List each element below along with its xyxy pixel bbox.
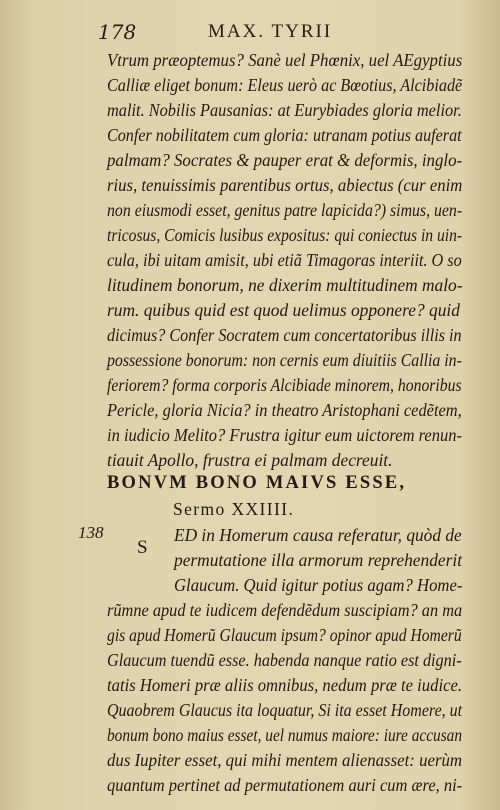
text-line: rum. quibus quid est quod uelimus opponere? quid <box>107 300 460 320</box>
text-line: Confer nobilitatem cum gloria: utranam potius auferat <box>107 125 462 145</box>
page-header <box>98 20 458 44</box>
text-line: cula, ibi uitam amisit, ubi etiã Timagoras interiit. O so <box>107 250 462 270</box>
text-line: tricosus, Comicis lusibus expositus: qui coniectus in uin- <box>107 225 463 245</box>
text-line: Quaobrem Glaucus ita loquatur, Si ita esset Homere, ut <box>107 700 463 720</box>
section-subtitle: Sermo XXIIII. <box>173 499 295 519</box>
running-head: MAX. TYRII <box>208 21 333 42</box>
text-line: tiauit Apollo, frustra ei palmam decreuit. <box>107 450 393 470</box>
text-line: dicimus? Confer Socratem cum concertatoribus illis in <box>107 325 462 345</box>
text-line: rũmne apud te iudicem defendẽdum suscipiam? an ma <box>107 600 463 620</box>
drop-cap: S <box>137 537 148 558</box>
text-line: gis apud Homerũ Glaucum ipsum? opinor apud Homerũ <box>107 625 462 645</box>
margin-page-number: 138 <box>78 523 104 542</box>
text-line: possessione bonorum: non cernis eum diuitiis Callia in- <box>107 350 462 370</box>
text-line: litudinem bonorum, ne dixerim multitudinem malo- <box>107 275 463 295</box>
text-line: bonum bono maius esset, uel numus maiore: iure accusan <box>107 725 463 745</box>
text-line: permutatione illa armorum reprehenderit <box>174 550 463 570</box>
text-line: in iudicio Melito? Frustra igitur eum uictorem renun- <box>107 425 463 445</box>
text-line: Pericle, gloria Nicia? in theatro Aristophani cedẽtem, <box>107 400 462 420</box>
text-line: Glaucum tuendũ esse. habenda nanque ratio est digni- <box>107 650 462 670</box>
text-line: feriorem? forma corporis Alcibiade minorem, honoribus <box>107 375 462 395</box>
section-title: BONVM BONO MAIVS ESSE, <box>107 473 407 493</box>
text-line: quantum pertinet ad permutationem auri cum ære, ni- <box>107 775 463 795</box>
text-line: Vtrum præoptemus? Sanè uel Phœnix, uel AEgyptius <box>107 50 463 70</box>
text-line: rius, tenuissimis parentibus ortus, abiectus (cur enim <box>107 175 463 195</box>
text-line: ED in Homerum causa referatur, quòd de <box>174 525 462 545</box>
text-line: non eiusmodi esset, genitus patre lapicida?) simus, uen- <box>107 200 463 220</box>
text-line: dus Iupiter esset, qui mihi mentem alienasset: uerùm <box>107 750 463 770</box>
text-line: palmam? Socrates & pauper erat & deformis, inglo- <box>107 150 463 170</box>
text-line: Glaucum. Quid igitur potius agam? Home- <box>174 575 463 595</box>
text-line: malit. Nobilis Pausanias: at Eurybiades gloria melior. <box>107 100 462 120</box>
page-number: 178 <box>98 20 137 44</box>
text-line: tatis Homeri præ aliis omnibus, nedum præ te iudice. <box>107 675 463 695</box>
text-line: Calliæ eliget bonum: Eleus uerò ac Bœotius, Alcibiadẽ <box>107 75 463 95</box>
